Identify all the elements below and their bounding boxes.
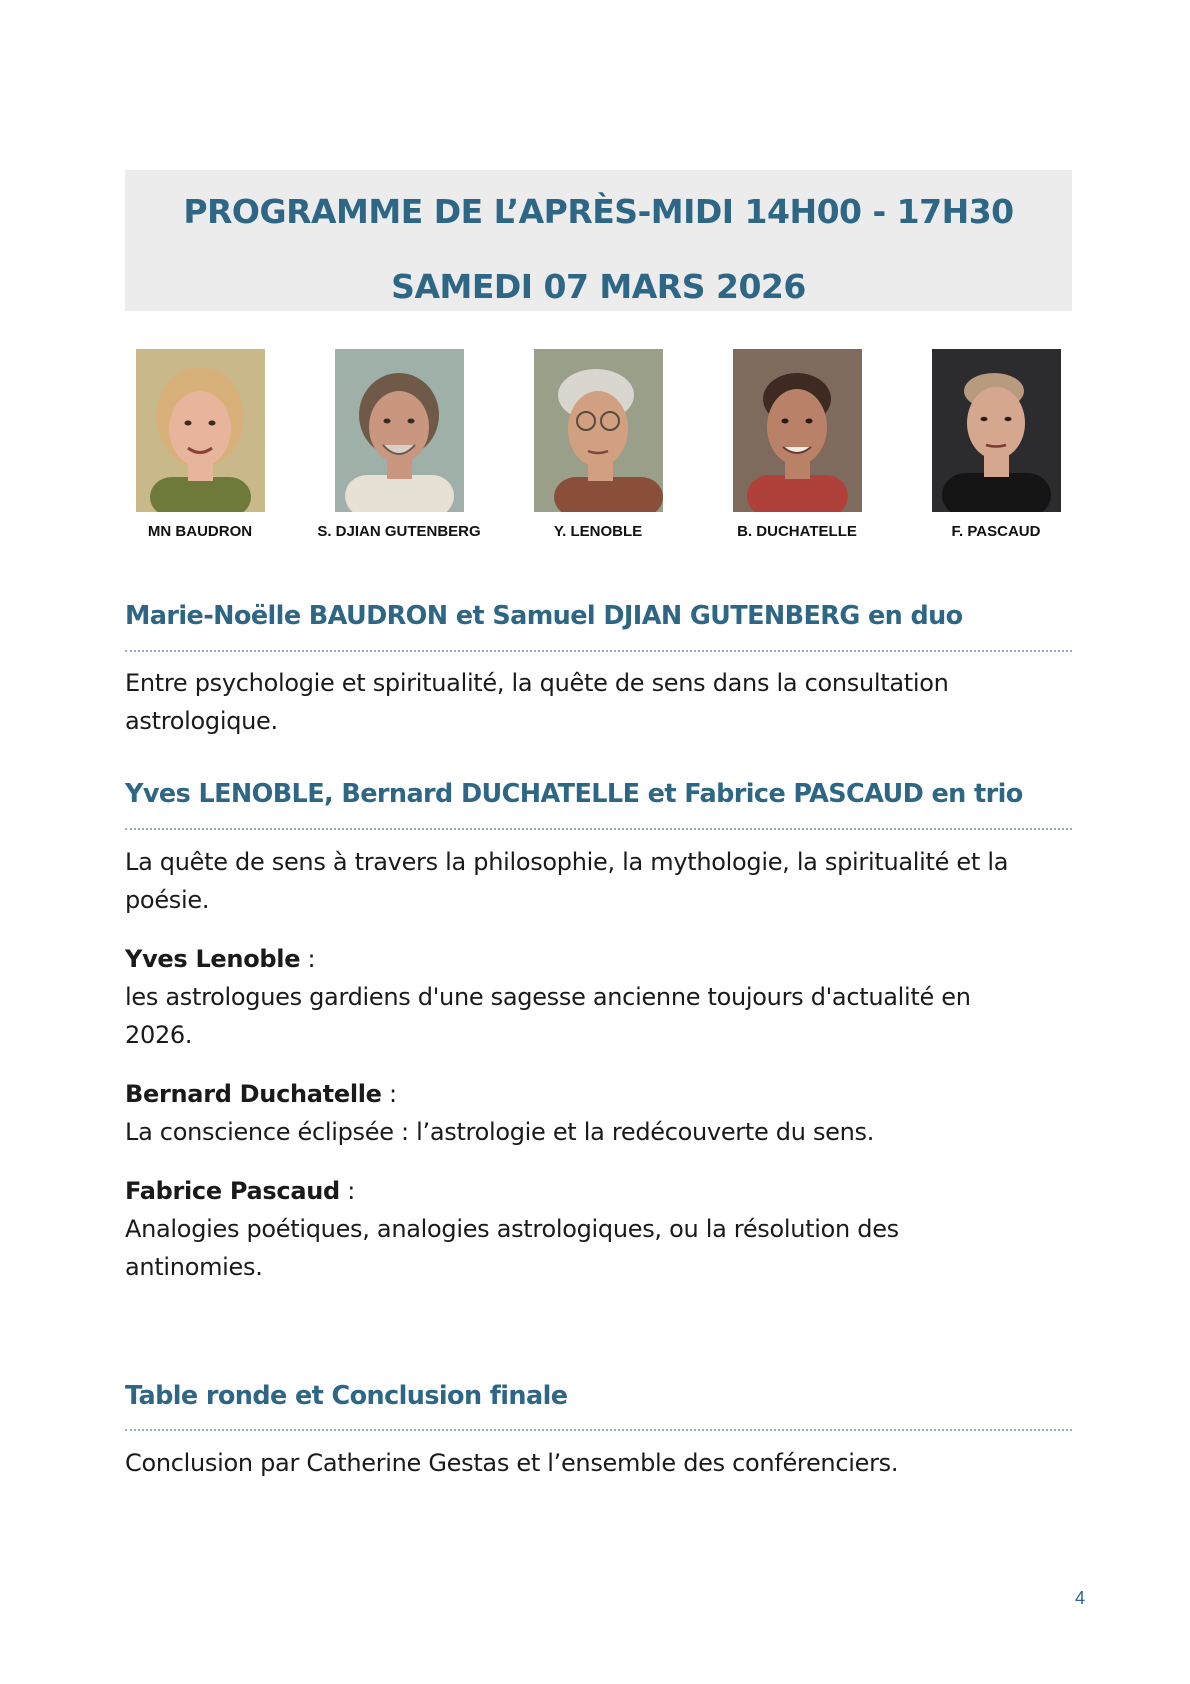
- page-number: 4: [1074, 1588, 1085, 1608]
- speaker-portrait: [932, 349, 1061, 512]
- speaker-portrait: [733, 349, 862, 512]
- speaker-photo: [733, 349, 862, 512]
- section-text-trio: [125, 843, 1085, 919]
- text-line: les astrologues gardiens d'une sagesse ancienne toujours d'actualité en: [125, 983, 971, 1011]
- speaker-name: Y. LENOBLE: [553, 523, 643, 540]
- speaker-portrait: [534, 349, 663, 512]
- speaker-name: F. PASCAUD: [951, 523, 1041, 540]
- dotted-divider: [125, 650, 1072, 652]
- text-line: La quête de sens à travers la philosophie, la mythologie, la spiritualité et la: [125, 848, 1009, 876]
- speaker-photo: [534, 349, 663, 512]
- dotted-divider: [125, 828, 1072, 830]
- talk-speaker-name: Fabrice Pascaud: [125, 1177, 340, 1205]
- talk-separator: :: [381, 1080, 397, 1108]
- talk-separator: :: [300, 945, 316, 973]
- speaker-name: S. DJIAN GUTENBERG: [317, 523, 481, 540]
- speaker-photo: [136, 349, 265, 512]
- talk-speaker: [125, 1172, 1085, 1210]
- text-line: Conclusion par Catherine Gestas et l’ensemble des conférenciers.: [125, 1449, 899, 1477]
- text-line: 2026.: [125, 1021, 193, 1049]
- talk-speaker: [125, 1075, 1085, 1113]
- talk-speaker: [125, 940, 1085, 978]
- speaker-photo: [932, 349, 1061, 512]
- speaker-name: B. DUCHATELLE: [737, 523, 857, 540]
- text-line: poésie.: [125, 886, 210, 914]
- section-text-duo: [125, 664, 1085, 740]
- section-title-duo: Marie-Noëlle BAUDRON et Samuel DJIAN GUTENBERG en duo: [125, 601, 963, 631]
- talk-separator: :: [339, 1177, 356, 1205]
- speaker-photo: [335, 349, 464, 512]
- program-date: SAMEDI 07 MARS 2026: [391, 267, 806, 306]
- text-line: Analogies poétiques, analogies astrologiques, ou la résolution des: [125, 1215, 899, 1243]
- text-line: La conscience éclipsée : l’astrologie et la redécouverte du sens.: [125, 1118, 875, 1146]
- text-line: antinomies.: [125, 1253, 263, 1281]
- talk-pascaud: [125, 1172, 1085, 1286]
- dotted-divider: [125, 1429, 1072, 1431]
- speaker-portrait: [136, 349, 265, 512]
- section-title-conclusion: Table ronde et Conclusion finale: [125, 1381, 568, 1411]
- text-line: astrologique.: [125, 707, 278, 735]
- talk-speaker-name: Yves Lenoble: [125, 945, 301, 973]
- speaker-portrait: [335, 349, 464, 512]
- text-line: Entre psychologie et spiritualité, la quête de sens dans la consultation: [125, 669, 949, 697]
- talk-speaker-name: Bernard Duchatelle: [125, 1080, 382, 1108]
- talk-duchatelle: [125, 1075, 1085, 1151]
- program-title: PROGRAMME DE L’APRÈS-MIDI 14H00 - 17H30: [183, 192, 1014, 231]
- talk-lenoble: [125, 940, 1085, 1054]
- program-banner: [125, 170, 1072, 311]
- speaker-name: MN BAUDRON: [147, 523, 253, 540]
- section-text-conclusion: [125, 1444, 1085, 1482]
- section-title-trio: Yves LENOBLE, Bernard DUCHATELLE et Fabrice PASCAUD en trio: [125, 779, 1023, 809]
